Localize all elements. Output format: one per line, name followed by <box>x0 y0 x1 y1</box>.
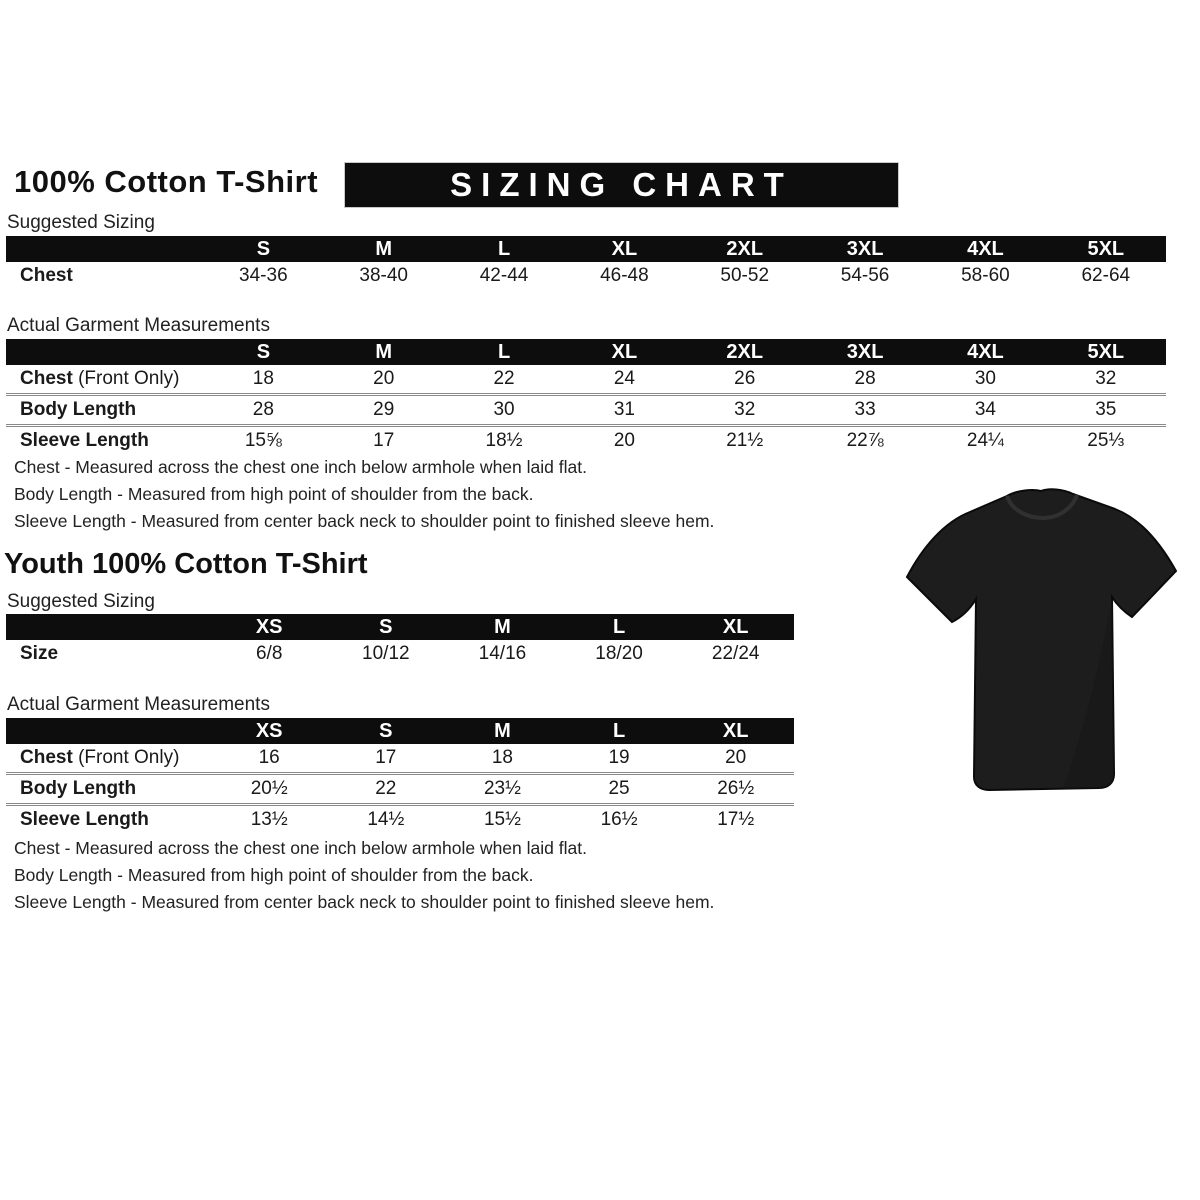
size-column-header: M <box>324 339 444 365</box>
table-cell: 24¼ <box>966 430 1004 451</box>
table-cell: 54-56 <box>840 265 890 286</box>
table-cell: 20 <box>373 368 395 389</box>
table-row <box>6 426 1166 456</box>
table-cell: 35 <box>1095 399 1117 420</box>
table-cell: 22/24 <box>711 643 760 664</box>
table-row <box>6 774 794 805</box>
table-cell: 38-40 <box>359 265 408 286</box>
table-cell: 23½ <box>483 778 521 799</box>
size-column-header: 4XL <box>925 236 1045 262</box>
row-label-suffix: (Front Only) <box>72 747 180 768</box>
row-label-text: Chest <box>20 747 73 768</box>
row-label-text: Size <box>20 643 59 664</box>
size-column-header: S <box>203 236 323 262</box>
table-cell: 14½ <box>367 809 405 830</box>
adult-suggested-heading: Suggested Sizing <box>7 212 155 233</box>
size-column-header: 2XL <box>685 236 805 262</box>
table-header-row <box>6 236 1166 262</box>
row-label <box>6 744 211 774</box>
measurement-note: Body Length - Measured from high point of shoulder from the back. <box>14 865 534 885</box>
size-column-header: XL <box>564 236 684 262</box>
table-cell: 22⅞ <box>846 430 884 451</box>
measurement-note: Body Length - Measured from high point of shoulder from the back. <box>14 484 534 504</box>
row-label-text: Sleeve Length <box>20 809 149 830</box>
table-cell: 33 <box>854 399 876 420</box>
corner-cell <box>6 236 203 262</box>
row-label <box>6 640 211 668</box>
table-cell: 22 <box>375 778 397 799</box>
table-cell: 18½ <box>485 430 523 451</box>
corner-cell <box>6 339 203 365</box>
adult-actual-table <box>6 339 1166 455</box>
table-row <box>6 395 1166 426</box>
table-cell: 26 <box>734 368 756 389</box>
corner-cell <box>6 718 211 744</box>
size-column-header: 3XL <box>805 339 925 365</box>
table-cell: 25 <box>608 778 630 799</box>
size-column-header: S <box>328 718 445 744</box>
row-label-text: Sleeve Length <box>20 430 149 451</box>
size-column-header: S <box>328 614 445 640</box>
black-tshirt-image <box>893 478 1189 810</box>
table-cell: 50-52 <box>720 265 770 286</box>
table-cell: 6/8 <box>255 643 283 664</box>
table-cell: 20 <box>725 747 747 768</box>
size-column-header: 5XL <box>1046 236 1166 262</box>
youth-actual-heading: Actual Garment Measurements <box>7 694 270 715</box>
row-label-text: Body Length <box>20 778 137 799</box>
table-cell: 46-48 <box>600 265 649 286</box>
tshirt-graphic <box>893 478 1189 810</box>
table-cell: 20 <box>613 430 635 451</box>
page-title: 100% Cotton T-Shirt <box>14 164 319 199</box>
size-column-header: XL <box>564 339 684 365</box>
table-cell: 16½ <box>600 809 638 830</box>
table-row <box>6 744 794 774</box>
size-column-header: 3XL <box>805 236 925 262</box>
table-row <box>6 805 794 835</box>
table-cell: 28 <box>854 368 876 389</box>
sizing-chart-banner: SIZING CHART <box>345 163 898 207</box>
table-header-row <box>6 718 794 744</box>
table-cell: 28 <box>252 399 274 420</box>
size-column-header: XL <box>677 614 794 640</box>
table-cell: 17 <box>373 430 395 451</box>
size-column-header: L <box>561 718 678 744</box>
size-column-header: M <box>324 236 444 262</box>
table-cell: 21½ <box>726 430 764 451</box>
table-header-row <box>6 339 1166 365</box>
size-column-header: L <box>444 339 564 365</box>
table-cell: 16 <box>258 747 280 768</box>
size-column-header: L <box>561 614 678 640</box>
measurement-note: Sleeve Length - Measured from center back neck to shoulder point to finished sleeve hem. <box>14 892 715 912</box>
measurement-note: Chest - Measured across the chest one inch below armhole when laid flat. <box>14 457 587 477</box>
measurement-note: Chest - Measured across the chest one inch below armhole when laid flat. <box>14 838 587 858</box>
youth-actual-table <box>6 718 794 834</box>
youth-suggested-table <box>6 614 794 668</box>
table-cell: 25⅓ <box>1087 430 1125 451</box>
table-cell: 26½ <box>717 778 755 799</box>
table-cell: 18/20 <box>595 643 643 664</box>
table-row <box>6 365 1166 395</box>
youth-measurement-notes <box>14 839 714 920</box>
table-cell: 31 <box>613 399 635 420</box>
row-label-text: Chest <box>20 265 73 286</box>
table-cell: 58-60 <box>961 265 1010 286</box>
table-cell: 19 <box>608 747 630 768</box>
corner-cell <box>6 614 211 640</box>
table-cell: 15½ <box>483 809 521 830</box>
row-label-text: Chest <box>20 368 73 389</box>
table-cell: 18 <box>491 747 513 768</box>
measurement-note: Sleeve Length - Measured from center back neck to shoulder point to finished sleeve hem. <box>14 511 715 531</box>
adult-actual-heading: Actual Garment Measurements <box>7 315 270 336</box>
adult-measurement-notes <box>14 458 714 539</box>
table-cell: 20½ <box>250 778 288 799</box>
table-cell: 10/12 <box>362 643 410 664</box>
row-label <box>6 426 203 456</box>
table-row <box>6 262 1166 290</box>
size-column-header: XS <box>211 718 328 744</box>
table-cell: 34-36 <box>239 265 288 286</box>
size-column-header: 4XL <box>925 339 1045 365</box>
size-column-header: M <box>444 718 561 744</box>
size-column-header: 2XL <box>685 339 805 365</box>
row-label <box>6 395 203 426</box>
table-cell: 32 <box>1095 368 1117 389</box>
table-cell: 30 <box>493 399 515 420</box>
table-cell: 15⅝ <box>244 430 282 451</box>
youth-title: Youth 100% Cotton T-Shirt <box>4 548 368 580</box>
table-cell: 17½ <box>717 809 755 830</box>
table-cell: 13½ <box>250 809 288 830</box>
adult-suggested-table <box>6 236 1166 290</box>
table-cell: 30 <box>974 368 996 389</box>
size-column-header: M <box>444 614 561 640</box>
table-cell: 42-44 <box>479 265 529 286</box>
table-row <box>6 640 794 668</box>
table-header-row <box>6 614 794 640</box>
table-cell: 14/16 <box>478 643 527 664</box>
table-cell: 34 <box>974 399 996 420</box>
size-column-header: XL <box>677 718 794 744</box>
table-cell: 62-64 <box>1081 265 1131 286</box>
row-label <box>6 774 211 805</box>
table-cell: 18 <box>252 368 274 389</box>
youth-suggested-heading: Suggested Sizing <box>7 591 155 612</box>
row-label <box>6 365 203 395</box>
size-column-header: S <box>203 339 323 365</box>
table-cell: 24 <box>613 368 635 389</box>
table-cell: 22 <box>493 368 515 389</box>
row-label-suffix: (Front Only) <box>72 368 180 389</box>
table-cell: 17 <box>375 747 397 768</box>
size-column-header: XS <box>211 614 328 640</box>
size-column-header: 5XL <box>1046 339 1166 365</box>
row-label <box>6 262 203 290</box>
row-label <box>6 805 211 835</box>
size-column-header: L <box>444 236 564 262</box>
table-cell: 32 <box>734 399 756 420</box>
row-label-text: Body Length <box>20 399 137 420</box>
table-cell: 29 <box>373 399 395 420</box>
